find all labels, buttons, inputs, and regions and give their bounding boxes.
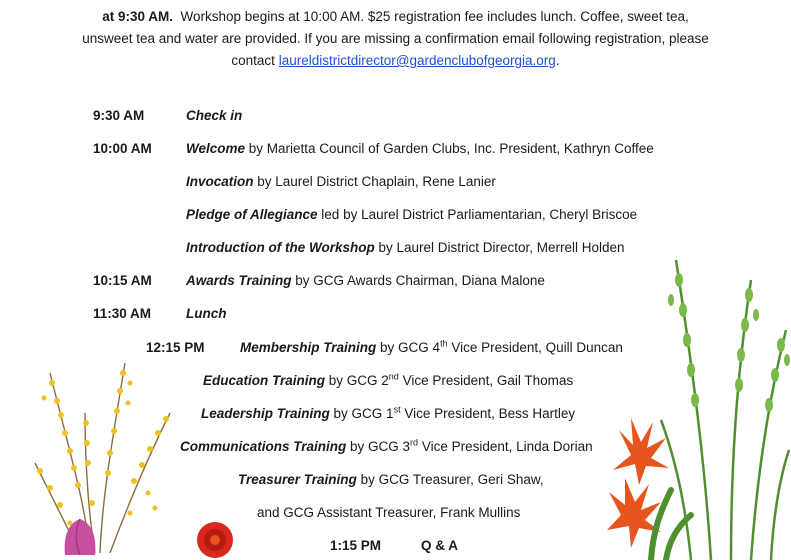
schedule-item-title: Q & A <box>421 538 458 553</box>
schedule-item-title: Treasurer Training <box>238 472 357 487</box>
schedule-item-detail: led by Laurel District Parliamentarian, Cheryl Briscoe <box>317 207 638 222</box>
schedule-time: 1:15 PM <box>330 538 382 553</box>
intro-line-1-text: Workshop begins at 10:00 AM. $25 registration fee includes lunch. Coffee, sweet tea, <box>180 9 689 24</box>
schedule-item-detail: by Laurel District Chaplain, Rene Lanier <box>253 174 496 189</box>
schedule-item <box>186 108 242 123</box>
ordinal-suffix: st <box>393 404 401 415</box>
red-flower-illustration <box>185 518 245 558</box>
schedule-item-title: Invocation <box>186 174 254 189</box>
tulip-illustration <box>55 515 105 555</box>
ordinal-suffix: nd <box>388 371 399 382</box>
schedule-time: 10:00 AM <box>93 141 152 156</box>
schedule-item-detail: by Laurel District Director, Merrell Holden <box>374 240 625 255</box>
schedule-item <box>203 373 573 388</box>
contact-email-link[interactable]: laureldistrictdirector@gardenclubofgeorgia.org <box>278 53 556 68</box>
intro-contact-label: contact <box>231 53 275 68</box>
schedule-item <box>186 141 654 156</box>
schedule-item-detail: Vice President, Gail Thomas <box>398 373 574 388</box>
schedule-item-title: Communications Training <box>180 439 347 454</box>
schedule-item-title: Check in <box>186 108 243 123</box>
intro-time: at 9:30 AM. <box>102 9 173 24</box>
schedule-item-title: Awards Training <box>186 273 292 288</box>
intro-line-2: unsweet tea and water are provided. If you are missing a confirmation email following registration, please <box>82 31 709 46</box>
schedule-item-title: Welcome <box>186 141 246 156</box>
schedule-item <box>186 174 496 189</box>
schedule-item <box>238 472 544 487</box>
schedule-item-detail: by GCG Awards Chairman, Diana Malone <box>291 273 545 288</box>
ordinal-suffix: rd <box>410 437 419 448</box>
intro-line-1 <box>0 5 791 28</box>
schedule-item <box>201 406 575 421</box>
intro-line-3 <box>0 49 791 72</box>
schedule-item-title: Lunch <box>186 306 227 321</box>
schedule-item-detail: Vice President, Quill Duncan <box>447 340 623 355</box>
schedule-item <box>421 538 458 553</box>
schedule-time: 12:15 PM <box>146 340 205 355</box>
schedule-item-title: Introduction of the Workshop <box>186 240 375 255</box>
grass-and-lily-illustration <box>591 240 791 560</box>
schedule-item <box>186 207 637 222</box>
schedule-item-detail: by GCG 2 <box>325 373 389 388</box>
schedule-item-detail: by GCG 4 <box>376 340 441 355</box>
schedule-time: 10:15 AM <box>93 273 152 288</box>
schedule-item-title: Membership Training <box>240 340 377 355</box>
schedule-item-detail: by GCG Treasurer, Geri Shaw, <box>356 472 544 487</box>
schedule-item-detail: and GCG Assistant Treasurer, Frank Mullins <box>257 505 521 520</box>
schedule-item <box>186 240 625 255</box>
schedule-item-detail: Vice President, Linda Dorian <box>418 439 593 454</box>
schedule-time: 9:30 AM <box>93 108 145 123</box>
schedule-item <box>186 306 227 321</box>
schedule-item <box>257 505 520 520</box>
schedule-time: 11:30 AM <box>93 306 152 321</box>
schedule-item <box>240 340 623 355</box>
schedule-item-title: Education Training <box>203 373 326 388</box>
schedule-item <box>186 273 545 288</box>
schedule-item-title: Pledge of Allegiance <box>186 207 318 222</box>
schedule-item <box>180 439 593 454</box>
intro-period: . <box>555 53 560 68</box>
ordinal-suffix: th <box>440 338 448 349</box>
schedule-item-title: Leadership Training <box>201 406 330 421</box>
schedule-item-detail: by GCG 1 <box>329 406 394 421</box>
schedule-item-detail: by GCG 3 <box>346 439 411 454</box>
schedule-item-detail: by Marietta Council of Garden Clubs, Inc. President, Kathryn Coffee <box>245 141 654 156</box>
schedule-item-detail: Vice President, Bess Hartley <box>400 406 576 421</box>
